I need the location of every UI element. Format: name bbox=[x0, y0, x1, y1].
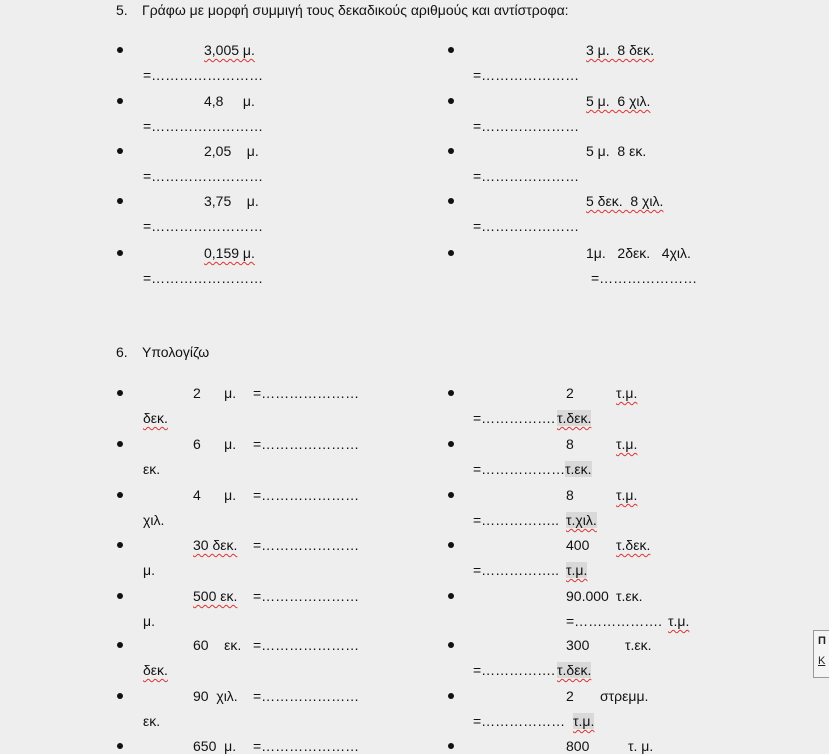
bullet bbox=[448, 642, 454, 648]
bullet bbox=[117, 593, 123, 599]
s6-left-eq-8: =………………… bbox=[253, 738, 360, 754]
s6-right-eq-1: =……………. bbox=[473, 410, 556, 426]
s6-right-unit-3: τ.μ. bbox=[616, 487, 638, 503]
s6-left-unit-2: εκ. bbox=[143, 461, 161, 477]
s6-left-unit-1: δεκ. bbox=[143, 410, 168, 426]
bullet bbox=[117, 390, 123, 396]
bullet bbox=[117, 441, 123, 447]
bullet bbox=[448, 743, 454, 749]
s5-left-value-3: 2,05 μ. bbox=[204, 143, 259, 159]
bullet bbox=[448, 492, 454, 498]
s6-right-unit-4: τ.δεκ. bbox=[616, 537, 651, 553]
s6-right-value-4: 400 bbox=[566, 537, 590, 553]
s6-left-value-5: 500 εκ. bbox=[193, 588, 238, 604]
s6-right-unit-8: τ. μ. bbox=[628, 738, 654, 754]
s5-left-value-5: 0,159 μ. bbox=[204, 245, 255, 261]
s5-right-value-5: 1μ. 2δεκ. 4χιλ. bbox=[586, 245, 691, 261]
s6-left-eq-5: =………………… bbox=[253, 588, 360, 604]
s6-right-value-1: 2 bbox=[566, 385, 574, 401]
s5-right-answer-5: =………………… bbox=[591, 270, 698, 286]
s6-right-eq-5: =………………. bbox=[566, 613, 663, 629]
s5-left-answer-3: =…………………… bbox=[143, 168, 264, 184]
s5-right-answer-1: =………………… bbox=[473, 67, 580, 83]
s6-right-unit-5: τ.εκ. bbox=[616, 588, 643, 604]
s5-left-answer-5: =…………………… bbox=[143, 270, 264, 286]
s6-right-target-1: τ.δεκ. bbox=[557, 410, 592, 426]
s6-left-unit-3: χιλ. bbox=[143, 512, 165, 528]
s6-left-value-2: 6 μ. bbox=[193, 436, 237, 452]
s6-left-unit-6: δεκ. bbox=[143, 662, 168, 678]
bullet bbox=[117, 542, 123, 548]
bullet bbox=[117, 250, 123, 256]
s6-right-unit-2: τ.μ. bbox=[616, 436, 638, 452]
s6-right-value-2: 8 bbox=[566, 436, 574, 452]
s6-right-value-8: 800 bbox=[566, 738, 590, 754]
s5-right-answer-4: =………………… bbox=[473, 218, 580, 234]
s5-left-answer-2: =…………………… bbox=[143, 118, 264, 134]
s6-left-eq-6: =………………… bbox=[253, 637, 360, 653]
s6-right-unit-1: τ.μ. bbox=[616, 385, 638, 401]
bullet bbox=[448, 542, 454, 548]
bullet bbox=[448, 390, 454, 396]
s5-right-value-1: 3 μ. 8 δεκ. bbox=[586, 42, 655, 58]
bullet bbox=[117, 492, 123, 498]
s6-right-unit-6: τ.εκ. bbox=[625, 637, 652, 653]
s5-left-value-2: 4,8 μ. bbox=[204, 93, 255, 109]
bullet bbox=[117, 47, 123, 53]
bullet bbox=[117, 198, 123, 204]
s6-left-eq-7: =………………… bbox=[253, 688, 360, 704]
s6-left-value-6: 60 εκ. bbox=[193, 637, 242, 653]
s6-right-value-6: 300 bbox=[566, 637, 590, 653]
s6-right-target-5: τ.μ. bbox=[668, 613, 690, 629]
s5-right-answer-2: =………………… bbox=[473, 118, 580, 134]
s6-left-unit-4: μ. bbox=[143, 562, 155, 578]
s6-right-value-3: 8 bbox=[566, 487, 574, 503]
section-6-number: 6. bbox=[116, 344, 128, 360]
s5-left-answer-1: =…………………… bbox=[143, 67, 264, 83]
bullet bbox=[117, 693, 123, 699]
s6-right-value-5: 90.000 bbox=[566, 588, 609, 604]
s6-right-eq-6: =……………. bbox=[473, 662, 556, 678]
section-5-number: 5. bbox=[116, 2, 128, 18]
s6-left-eq-3: =………………… bbox=[253, 487, 360, 503]
s5-right-value-2: 5 μ. 6 χιλ. bbox=[586, 93, 651, 109]
s6-left-value-3: 4 μ. bbox=[193, 487, 237, 503]
side-popup[interactable] bbox=[813, 630, 829, 678]
bullet bbox=[448, 693, 454, 699]
bullet bbox=[117, 642, 123, 648]
s5-right-answer-3: =………………… bbox=[473, 168, 580, 184]
s5-left-value-1: 3,005 μ. bbox=[204, 42, 255, 58]
s6-left-value-1: 2 μ. bbox=[193, 385, 237, 401]
s6-right-unit-7: στρεμμ. bbox=[600, 688, 649, 704]
bullet bbox=[448, 98, 454, 104]
s6-left-value-4: 30 δεκ. bbox=[193, 537, 238, 553]
bullet bbox=[117, 98, 123, 104]
s6-left-value-8: 650 μ. bbox=[193, 738, 237, 754]
s6-left-eq-4: =………………… bbox=[253, 537, 360, 553]
s6-right-eq-3: =…………….. bbox=[473, 512, 559, 528]
bullet bbox=[448, 198, 454, 204]
side-popup-line1: Π bbox=[818, 635, 826, 647]
s6-right-target-2: τ.εκ. bbox=[565, 461, 592, 477]
side-popup-line2[interactable]: Κ bbox=[818, 655, 826, 667]
s6-right-eq-7: =……………… bbox=[473, 713, 566, 729]
s5-right-value-3: 5 μ. 8 εκ. bbox=[586, 143, 647, 159]
section-5-title: Γράφω με μορφή συμμιγή τους δεκαδικούς αριθμούς και αντίστροφα: bbox=[142, 2, 569, 18]
bullet bbox=[117, 148, 123, 154]
section-6-title: Υπολογίζω bbox=[142, 344, 210, 360]
s6-right-eq-4: =…………….. bbox=[473, 562, 559, 578]
s6-right-target-3: τ.χιλ. bbox=[566, 512, 597, 528]
bullet bbox=[117, 743, 123, 749]
s6-right-target-7: τ.μ. bbox=[573, 713, 595, 729]
s6-right-target-4: τ.μ. bbox=[566, 562, 588, 578]
s6-left-eq-2: =………………… bbox=[253, 436, 360, 452]
s5-left-answer-4: =…………………… bbox=[143, 218, 264, 234]
section-5-heading bbox=[116, 2, 569, 18]
s6-right-eq-2: =……………… bbox=[473, 461, 566, 477]
section-6-heading bbox=[116, 344, 209, 360]
s6-right-target-6: τ.δεκ. bbox=[557, 662, 592, 678]
s5-left-value-4: 3,75 μ. bbox=[204, 193, 259, 209]
bullet bbox=[448, 593, 454, 599]
bullet bbox=[448, 47, 454, 53]
s5-right-value-4: 5 δεκ. 8 χιλ. bbox=[586, 193, 664, 209]
bullet bbox=[448, 250, 454, 256]
s6-left-eq-1: =………………… bbox=[253, 385, 360, 401]
s6-left-unit-7: εκ. bbox=[143, 713, 161, 729]
bullet bbox=[448, 148, 454, 154]
bullet bbox=[448, 441, 454, 447]
s6-left-value-7: 90 χιλ. bbox=[193, 688, 238, 704]
s6-right-value-7: 2 bbox=[566, 688, 574, 704]
s6-left-unit-5: μ. bbox=[143, 613, 155, 629]
